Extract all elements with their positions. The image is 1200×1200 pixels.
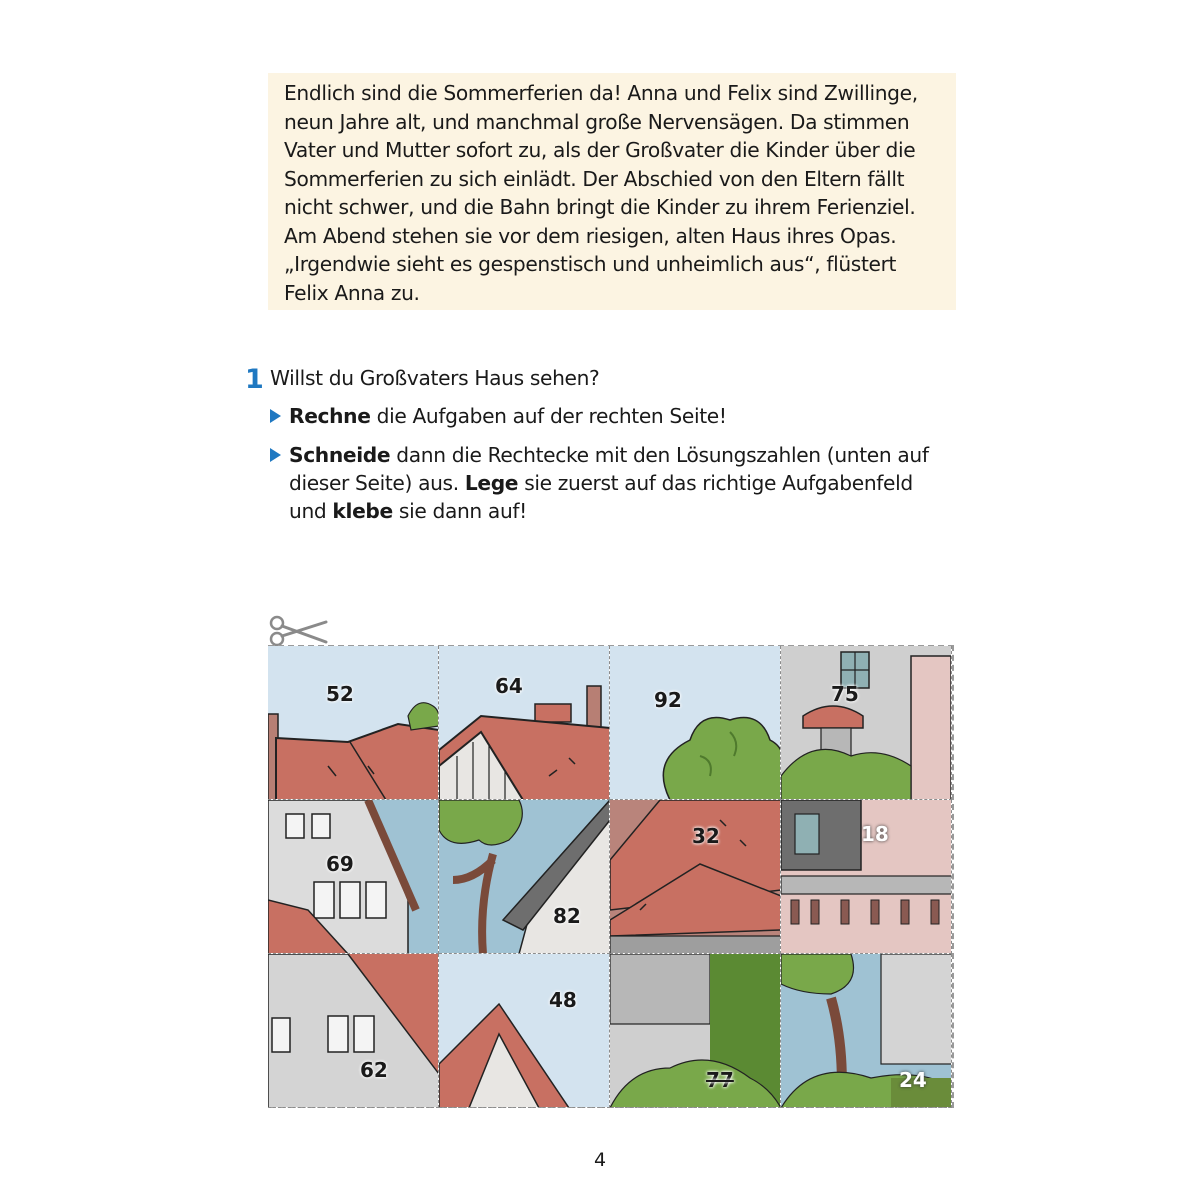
puzzle-tile[interactable] — [439, 646, 610, 800]
instruction-place-text: sie zuerst auf das richtige Aufgabenfeld und — [289, 471, 913, 523]
keyword-lege: Lege — [464, 471, 519, 495]
gabled-roof-illustration — [439, 646, 610, 800]
intro-box — [268, 73, 956, 310]
task-title: Willst du Großvaters Haus sehen? — [270, 366, 600, 390]
gable-illustration — [439, 954, 610, 1108]
tile-number: 77 — [706, 1068, 734, 1092]
tile-number: 92 — [654, 688, 682, 712]
house-front-illustration — [268, 800, 439, 954]
instruction-calculate-text: die Aufgaben auf der rechten Seite! — [370, 404, 727, 428]
puzzle-tile[interactable] — [781, 954, 952, 1108]
puzzle-tile[interactable] — [268, 954, 439, 1108]
tile-number: 32 — [692, 824, 720, 848]
puzzle-tile[interactable] — [781, 800, 952, 954]
scissors-icon — [268, 614, 328, 648]
house-roof-illustration — [268, 646, 439, 800]
puzzle-tile[interactable] — [610, 800, 781, 954]
bushes-illustration — [610, 954, 781, 1108]
tree-house-illustration — [439, 800, 610, 954]
intro-text: Endlich sind die Sommerferien da! Anna und Felix sind Zwillinge, neun Jahre alt, und manchmal große Nervensägen. Da stimmen Vater und Mutter sofort zu, als der Großvater die Kinder über die Sommerferien zu sich einlädt. Der Abschied von den Eltern fällt nicht schwer, und die Bahn bringt die Kinder zu ihrem Ferienziel. Am Abend stehen sie vor dem riesigen, alten Haus ihres Opas. „Irgendwie sieht es gespenstisch und unheimlich aus“, flüstert Felix Anna zu. — [284, 81, 918, 305]
puzzle-tile[interactable] — [439, 800, 610, 954]
arrow-right-icon — [270, 448, 281, 462]
keyword-schneide: Schneide — [289, 443, 391, 467]
page-number: 4 — [593, 1149, 607, 1171]
tile-number: 24 — [899, 1068, 927, 1092]
puzzle-tile[interactable] — [610, 954, 781, 1108]
puzzle-tile[interactable] — [781, 646, 952, 800]
task-number: 1 — [245, 364, 264, 395]
arrow-right-icon — [270, 409, 281, 423]
instruction-cut-text: dann die Rechtecke mit den Lösungszahlen (unten auf dieser Seite) aus. — [289, 443, 929, 495]
keyword-klebe: klebe — [332, 499, 393, 523]
tile-number: 62 — [360, 1058, 388, 1082]
tile-number: 48 — [549, 988, 577, 1012]
puzzle-tile[interactable] — [268, 800, 439, 954]
puzzle-tile[interactable] — [610, 646, 781, 800]
tree-illustration — [610, 646, 781, 800]
tile-number: 69 — [326, 852, 354, 876]
tile-number: 64 — [495, 674, 523, 698]
house-balcony-illustration — [781, 646, 952, 800]
tile-number: 18 — [861, 822, 889, 846]
puzzle-grid — [268, 646, 954, 1108]
instruction-glue-text: sie dann auf! — [392, 499, 527, 523]
instruction-calculate — [270, 402, 950, 430]
tile-number: 75 — [831, 682, 859, 706]
tile-number: 82 — [553, 904, 581, 928]
puzzle-tile[interactable] — [268, 646, 439, 800]
puzzle-tile[interactable] — [439, 954, 610, 1108]
instruction-cut-paste — [270, 441, 950, 525]
tile-number: 52 — [326, 682, 354, 706]
house-wall-illustration — [268, 954, 439, 1108]
keyword-rechne: Rechne — [289, 404, 371, 428]
